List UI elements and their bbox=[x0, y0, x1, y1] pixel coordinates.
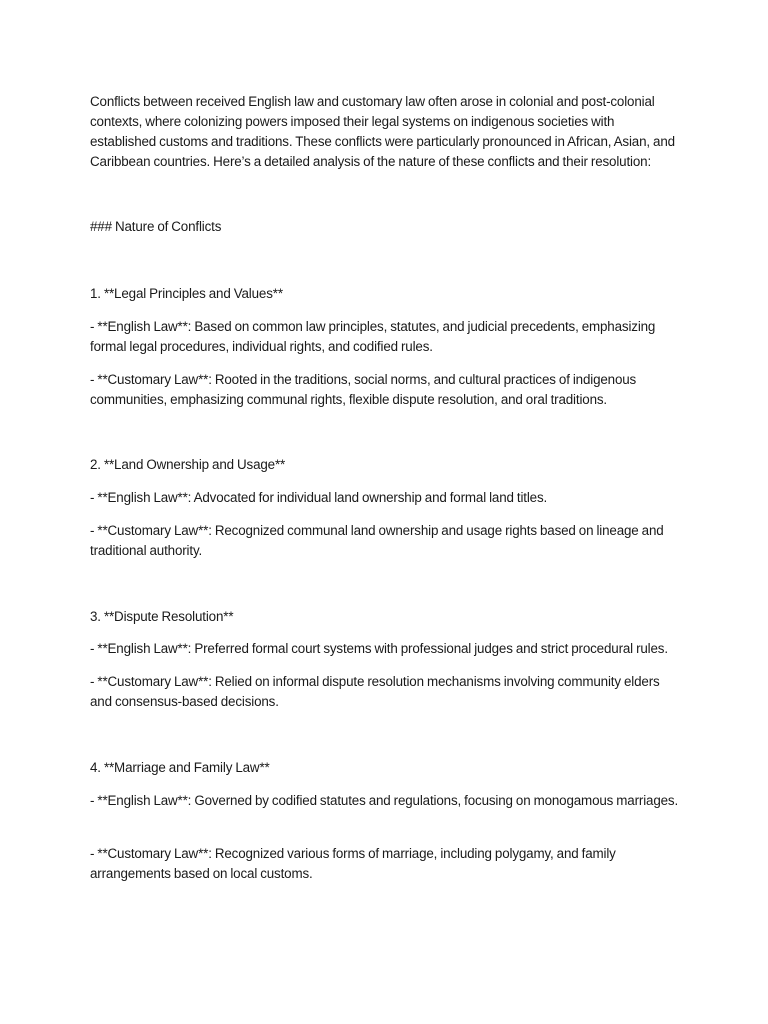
item-4-customary-law: - **Customary Law**: Recognized various forms of marriage, including polygamy, and family arrangements based on local customs. bbox=[90, 846, 616, 881]
item-2-customary-law: - **Customary Law**: Recognized communal land ownership and usage rights based on lineage and traditional authority. bbox=[90, 523, 664, 558]
section-heading: ### Nature of Conflicts bbox=[90, 219, 222, 234]
item-3-customary-law: - **Customary Law**: Relied on informal dispute resolution mechanisms involving community elders and consensus-based decisions. bbox=[90, 674, 660, 709]
item-3-english-law: - **English Law**: Preferred formal court systems with professional judges and strict procedural rules. bbox=[90, 641, 668, 656]
item-3-title: 3. **Dispute Resolution** bbox=[90, 609, 234, 624]
item-1-english-law: - **English Law**: Based on common law principles, statutes, and judicial precedents, emphasizing formal legal procedures, individual rights, and codified rules. bbox=[90, 319, 656, 354]
item-2-title: 2. **Land Ownership and Usage** bbox=[90, 457, 286, 472]
item-1-customary-law: - **Customary Law**: Rooted in the traditions, social norms, and cultural practices of indigenous communities, emphasizing communal rights, flexible dispute resolution, and oral traditions. bbox=[90, 372, 637, 407]
intro-paragraph: Conflicts between received English law and customary law often arose in colonial and post-colonial contexts, where colonizing powers imposed their legal systems on indigenous societies with established customs and traditions. These conflicts were particularly pronounced in African, Asian, and Caribbean countries. Here’s a detailed analysis of the nature of these conflicts and their resolution: bbox=[90, 94, 675, 169]
item-4-title: 4. **Marriage and Family Law** bbox=[90, 760, 270, 775]
item-2-english-law: - **English Law**: Advocated for individual land ownership and formal land titles. bbox=[90, 490, 548, 505]
item-4-english-law: - **English Law**: Governed by codified statutes and regulations, focusing on monogamous marriages. bbox=[90, 793, 679, 808]
item-1-title: 1. **Legal Principles and Values** bbox=[90, 286, 283, 301]
